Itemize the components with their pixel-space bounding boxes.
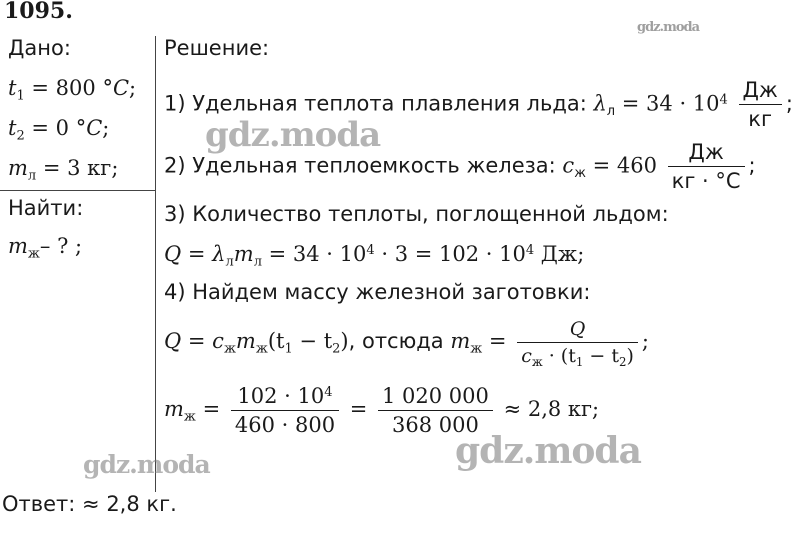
step2-text: 2) Удельная теплоемкость железа: (164, 153, 563, 178)
step2-end: ; (748, 153, 756, 178)
solution-step3-formula (164, 242, 585, 270)
t1-end: ; (129, 76, 137, 100)
s4-den-d: ) (626, 345, 634, 367)
s4-den-t2: 2 (619, 355, 627, 370)
watermark-center: gdz.moda (205, 115, 381, 155)
solution-step4-text: 4) Найдем массу железной заготовки: (164, 280, 591, 304)
s4-q: Q (164, 329, 182, 353)
t2-unit: C (86, 116, 103, 140)
step1-unit-fraction (739, 78, 782, 131)
find-var: m (8, 234, 28, 258)
s4-den-b: · (t (542, 345, 576, 367)
step2-unit-den: кг · °C (671, 169, 741, 193)
s4-eq2: = (482, 329, 514, 353)
final-eq2: = (343, 397, 375, 421)
given-t2 (8, 116, 110, 144)
final-f1-den: 460 · 800 (234, 413, 336, 437)
s4-close: ) (340, 329, 349, 353)
s3-lam-sub: л (225, 254, 234, 270)
s4-end: ; (641, 329, 649, 353)
final-f1-num (231, 384, 339, 411)
final-f2-num: 1 020 000 (378, 384, 493, 411)
solution-step4-formula (164, 318, 649, 370)
step1-sup: 4 (719, 92, 728, 108)
final-lhs-sub: ж (183, 409, 196, 425)
solution-header: Решение: (164, 36, 270, 60)
s4-m: m (235, 329, 256, 353)
divider-horizontal (0, 190, 155, 191)
t1-sub: 1 (16, 88, 25, 104)
problem-number: 1095. (4, 0, 73, 24)
given-t1 (8, 76, 137, 104)
find-rest: – ? ; (39, 234, 83, 258)
final-eq: = (195, 397, 227, 421)
s4-c: c (212, 329, 224, 353)
t1-eq: = 800 ° (24, 76, 113, 100)
final-f2-den: 368 000 (392, 413, 479, 437)
t2-sub: 2 (16, 128, 25, 144)
s3-sup2: 4 (525, 242, 535, 258)
s4-m-sub: ж (255, 341, 268, 357)
find-sub: ж (27, 246, 40, 262)
s4-t2s: 2 (332, 341, 341, 357)
step2-c: c (562, 153, 575, 178)
final-lhs: m (164, 397, 184, 421)
final-f1-num-sup: 4 (324, 384, 333, 400)
t1-unit: C (112, 76, 130, 100)
s4-den-a-sub: ж (531, 355, 543, 370)
given-mass-ice (8, 156, 119, 184)
find-header: Найти: (8, 196, 84, 220)
t1-var: t (8, 76, 17, 100)
s3-end: Дж; (534, 242, 585, 266)
step1-unit-den: кг (748, 107, 773, 131)
s3-lam: λ (212, 242, 226, 266)
given-header: Дано: (8, 36, 71, 60)
step1-lambda-sub: л (606, 104, 616, 120)
s3-q: Q (164, 242, 182, 266)
t2-eq: = 0 ° (24, 116, 87, 140)
m-ice-eq: = 3 кг; (36, 156, 119, 180)
s4-den-a: c (521, 345, 532, 367)
solution-step2 (164, 140, 756, 193)
s4-t1s: 1 (284, 341, 293, 357)
step2-unit-fraction (668, 140, 745, 193)
solution-step3-text: 3) Количество теплоты, поглощенной льдом: (164, 202, 669, 226)
find-item (8, 234, 83, 262)
s4-den-t1: 1 (575, 355, 584, 370)
s3-eq1: = (181, 242, 213, 266)
s4-minus: − t (292, 329, 333, 353)
s3-m: m (233, 242, 254, 266)
m-ice-sub: л (27, 168, 37, 184)
step1-unit-num: Дж (739, 78, 782, 105)
answer: Ответ: ≈ 2,8 кг. (2, 492, 177, 516)
step2-unit-num: Дж (668, 140, 745, 167)
m-ice-var: m (8, 156, 28, 180)
t2-end: ; (102, 116, 110, 140)
step1-text: 1) Удельная теплота плавления льда: (164, 91, 594, 116)
step1-eq: = 34 · 10 (615, 91, 720, 116)
final-fraction-1 (231, 384, 339, 437)
s4-hence: , отсюда (348, 329, 451, 353)
final-approx: ≈ 2,8 кг; (496, 397, 600, 421)
s3-sup1: 4 (366, 242, 375, 258)
step2-eq: = 460 (585, 153, 664, 178)
step1-end: ; (785, 91, 793, 116)
s4-lhs: m (450, 329, 471, 353)
s4-lhs-sub: ж (470, 341, 483, 357)
s3-mid2: · 3 = 102 · 10 (374, 242, 526, 266)
s4-frac-num-q: Q (569, 318, 586, 340)
step1-lambda: λ (593, 91, 607, 116)
s3-mid: = 34 · 10 (261, 242, 367, 266)
s4-fraction (517, 318, 638, 370)
s3-m-sub: л (253, 254, 262, 270)
s4-c-sub: ж (223, 341, 236, 357)
s4-frac-num (517, 318, 638, 343)
watermark-lower-left: gdz.moda (83, 450, 210, 479)
s4-den-c: − t (583, 345, 619, 367)
step2-c-sub: ж (574, 166, 586, 182)
final-f1-num-text: 102 · 10 (237, 384, 325, 408)
s4-frac-den (517, 343, 638, 370)
watermark-lower-right: gdz.moda (455, 430, 641, 472)
s4-paren: (t (267, 329, 285, 353)
watermark-top-right: gdz.moda (637, 20, 700, 35)
t2-var: t (8, 116, 17, 140)
s4-eq: = (181, 329, 213, 353)
divider-vertical (155, 36, 156, 492)
